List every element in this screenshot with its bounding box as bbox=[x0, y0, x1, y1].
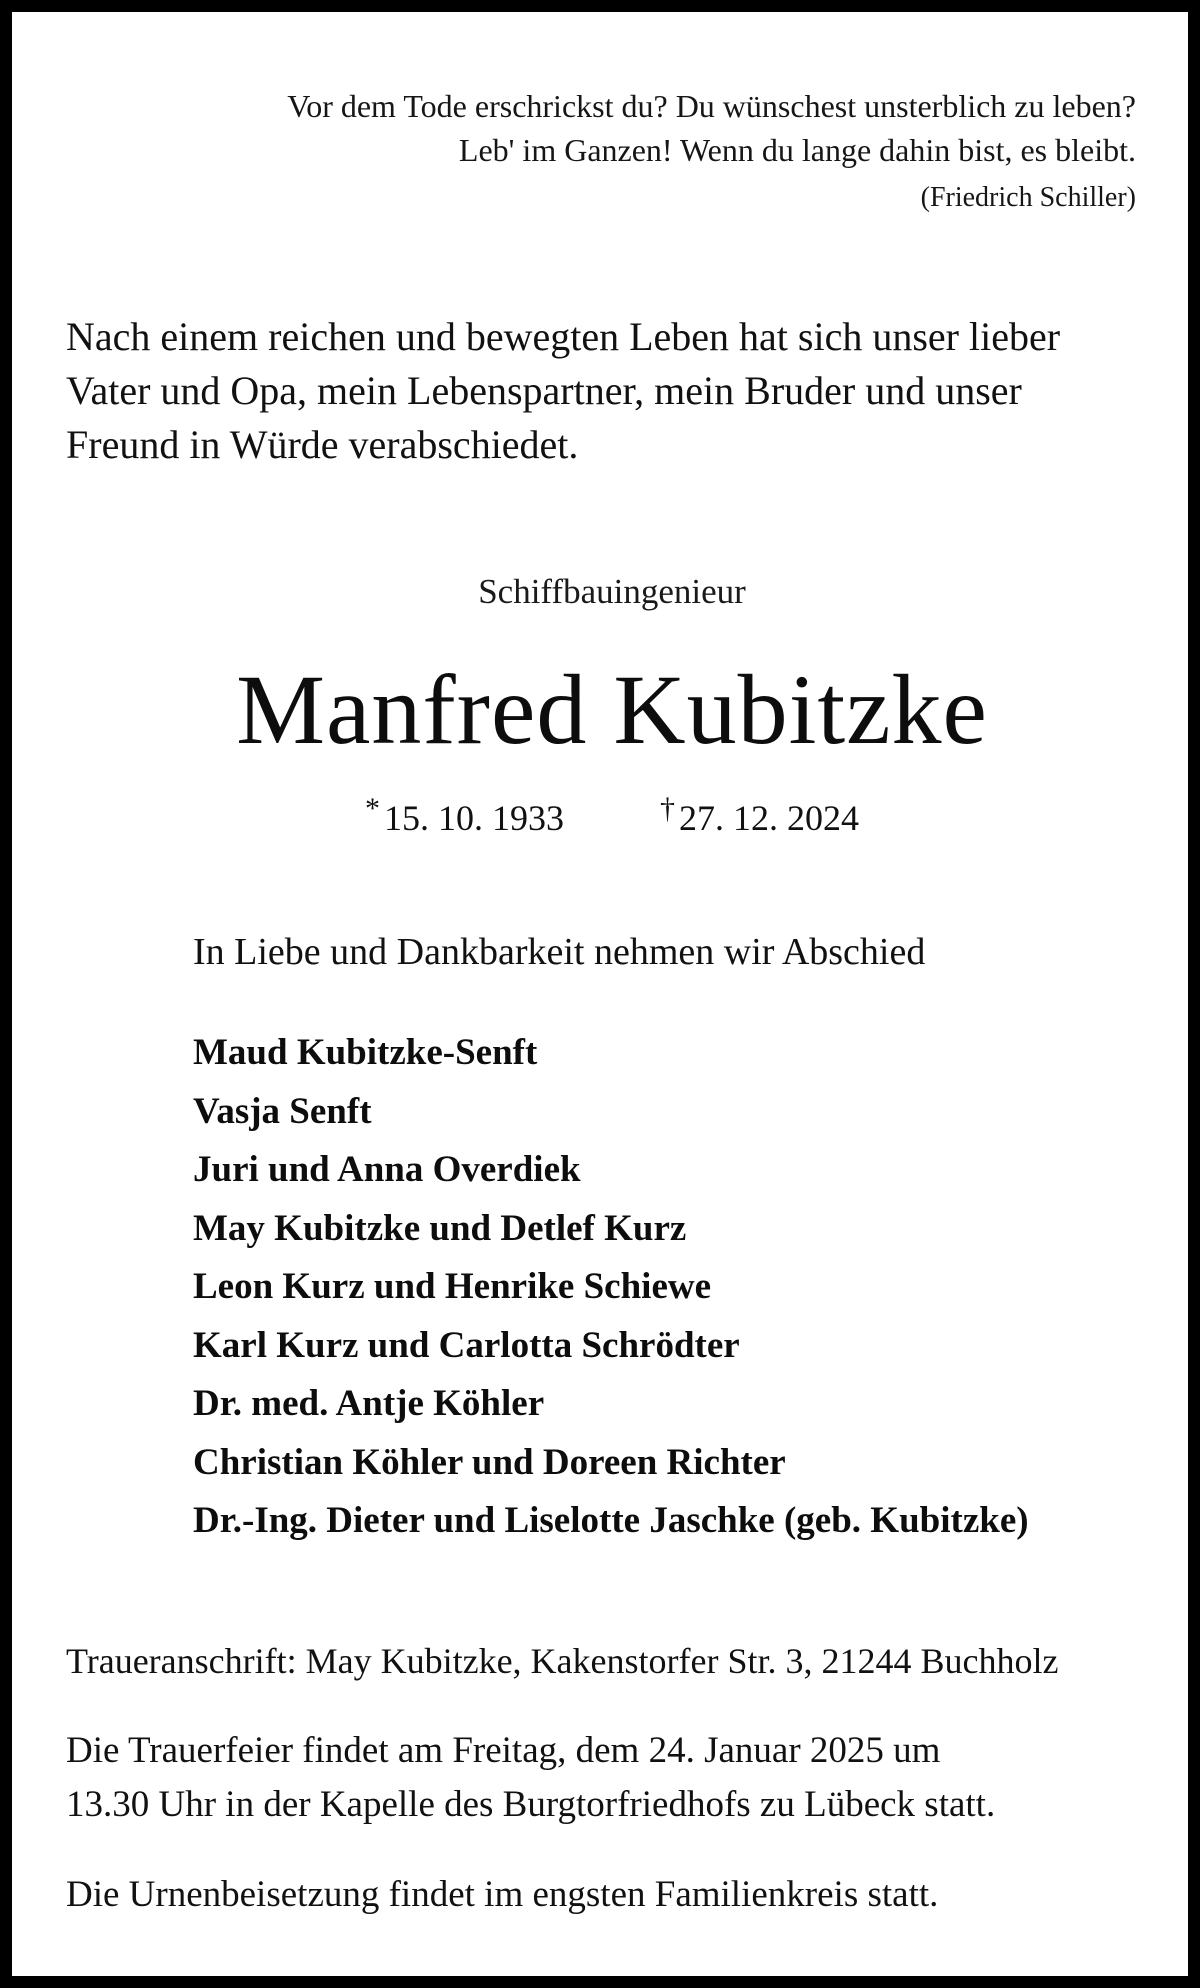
life-dates bbox=[12, 792, 1200, 839]
quote-author: (Friedrich Schiller) bbox=[920, 182, 1136, 213]
mourner-name: Christian Köhler und Doreen Richter bbox=[193, 1441, 786, 1483]
farewell-line: In Liebe und Dankbarkeit nehmen wir Abschied bbox=[193, 931, 926, 973]
mourner-name: Leon Kurz und Henrike Schiewe bbox=[193, 1266, 712, 1307]
funeral-address: Traueranschrift: May Kubitzke, Kakenstorfer Str. 3, 21244 Buchholz bbox=[66, 1641, 1059, 1681]
intro-line-2: Vater und Opa, mein Lebenspartner, mein Bruder und unser bbox=[66, 368, 1022, 413]
mourner-name: Juri und Anna Overdiek bbox=[193, 1149, 581, 1190]
ceremony-line-1: Die Trauerfeier findet am Freitag, dem 24. Januar 2025 um bbox=[66, 1730, 941, 1771]
mourner-name: Karl Kurz und Carlotta Schrödter bbox=[193, 1324, 740, 1366]
quote-line-2: Leb' im Ganzen! Wenn du lange dahin bist, es bleibt. bbox=[458, 132, 1136, 168]
quote-line-1: Vor dem Tode erschrickst du? Du wünschest unsterblich zu leben? bbox=[287, 88, 1136, 124]
mourner-name: Maud Kubitzke-Senft bbox=[193, 1032, 538, 1073]
ceremony-line-2: 13.30 Uhr in der Kapelle des Burgtorfriedhofs zu Lübeck statt. bbox=[66, 1784, 996, 1825]
death-date: 27. 12. 2024 bbox=[679, 798, 859, 838]
mourners-list bbox=[193, 1024, 1029, 1551]
death-symbol: † bbox=[660, 792, 675, 825]
intro-line-3: Freund in Würde verabschiedet. bbox=[66, 422, 579, 467]
intro-line-1: Nach einem reichen und bewegten Leben hat sich unser lieber bbox=[66, 314, 1061, 359]
mourner-name: May Kubitzke und Detlef Kurz bbox=[193, 1207, 687, 1249]
mourner-name: Vasja Senft bbox=[193, 1090, 372, 1132]
birth-date: 15. 10. 1933 bbox=[384, 798, 564, 838]
birth-symbol: * bbox=[365, 792, 380, 825]
mourner-name: Dr.-Ing. Dieter und Liselotte Jaschke (geb. Kubitzke) bbox=[193, 1500, 1029, 1541]
burial-note: Die Urnenbeisetzung findet im engsten Familienkreis statt. bbox=[66, 1874, 939, 1915]
deceased-name: Manfred Kubitzke bbox=[236, 654, 988, 765]
mourner-name: Dr. med. Antje Köhler bbox=[193, 1383, 545, 1424]
deceased-profession: Schiffbauingenieur bbox=[478, 572, 746, 611]
